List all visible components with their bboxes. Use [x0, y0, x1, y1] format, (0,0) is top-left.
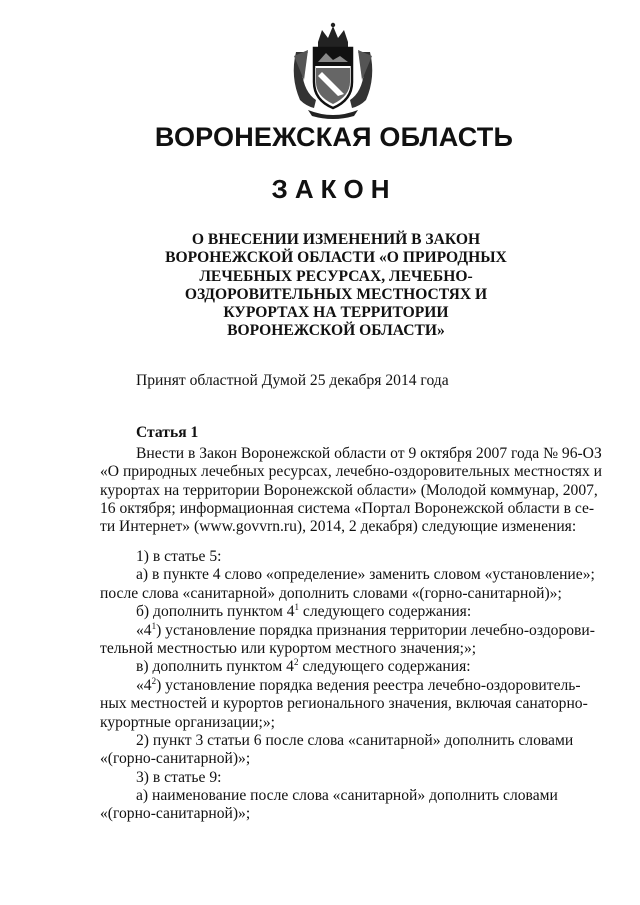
- amendment-line: а) наименование после слова «санитарной» дополнить словами: [136, 787, 558, 805]
- subject-line: ЛЕЧЕБНЫХ РЕСУРСАХ, ЛЕЧЕБНО-: [199, 267, 473, 285]
- superscript-index: 2: [293, 657, 299, 668]
- paragraph-line: «О природных лечебных ресурсах, лечебно-оздоровительных местностях и: [100, 463, 602, 481]
- coat-of-arms-emblem: [288, 22, 378, 120]
- article-heading: Статья 1: [136, 424, 199, 441]
- subject-line: О ВНЕСЕНИИ ИЗМЕНЕНИЙ В ЗАКОН: [191, 231, 481, 248]
- region-title: ВОРОНЕЖСКАЯ ОБЛАСТЬ: [154, 122, 514, 152]
- amendment-text: ) установление порядка ведения реестра лечебно-оздоровитель-: [156, 676, 581, 694]
- amendment-line: «(горно-санитарной)»;: [100, 805, 251, 823]
- superscript-index: 1: [294, 602, 300, 613]
- amendment-line: [100, 603, 590, 621]
- paragraph-line: ти Интернет» (www.govvrn.ru), 2014, 2 декабря) следующие изменения:: [100, 518, 577, 536]
- amendment-line: а) в пункте 4 слово «определение» заменить словом «установление»;: [136, 566, 595, 584]
- subject-line: ВОРОНЕЖСКОЙ ОБЛАСТИ «О ПРИРОДНЫХ: [165, 249, 507, 267]
- paragraph-line: Внести в Закон Воронежской области от 9 октября 2007 года № 96-ОЗ: [136, 445, 602, 462]
- subject-line: ВОРОНЕЖСКОЙ ОБЛАСТИ»: [227, 322, 445, 340]
- amendments-list: [100, 548, 595, 824]
- amendment-text: «4: [136, 676, 152, 694]
- paragraph-line: 16 октября; информационная система «Портал Воронежской области в се-: [100, 499, 595, 517]
- amendment-line: курортные организации;»;: [100, 713, 275, 731]
- adoption-date-line: Принят областной Думой 25 декабря 2014 года: [136, 372, 449, 389]
- amendment-line: [100, 658, 590, 676]
- amendment-text: ) установление порядка признания территории лечебно-оздорови-: [156, 621, 595, 639]
- document-type-title: ЗАКОН: [271, 174, 397, 204]
- amendment-line: 1) в статье 5:: [136, 548, 222, 565]
- amendment-text: «4: [136, 621, 152, 639]
- amendment-line: [100, 677, 590, 695]
- amendment-text: следующего содержания:: [299, 603, 472, 621]
- subject-line: ОЗДОРОВИТЕЛЬНЫХ МЕСТНОСТЯХ И: [184, 285, 488, 303]
- amendment-line: тельной местностью или курортом местного значения;»;: [100, 639, 477, 657]
- subject-line: КУРОРТАХ НА ТЕРРИТОРИИ: [223, 304, 449, 322]
- superscript-index: 1: [151, 620, 157, 631]
- amendment-line: ных местностей и курортов регионального значения, включая санаторно-: [100, 695, 588, 713]
- amendment-line: [100, 620, 595, 640]
- paragraph-line: курортах на территории Воронежской области» (Молодой коммунар, 2007,: [100, 481, 598, 499]
- amendment-text: следующего содержания:: [298, 658, 471, 676]
- article-intro-paragraph: [100, 445, 602, 536]
- amendment-line: «(горно-санитарной)»;: [100, 750, 251, 768]
- amendment-text: б) дополнить пунктом 4: [136, 603, 295, 621]
- amendment-line: 3) в статье 9:: [136, 768, 222, 786]
- amendment-text: в) дополнить пунктом 4: [136, 658, 294, 676]
- law-subject-title: [160, 231, 512, 341]
- amendment-line: 2) пункт 3 статьи 6 после слова «санитарной» дополнить словами: [136, 731, 574, 749]
- amendment-line: после слова «санитарной» дополнить словами «(горно-санитарной)»;: [100, 584, 562, 602]
- superscript-index: 2: [151, 675, 157, 686]
